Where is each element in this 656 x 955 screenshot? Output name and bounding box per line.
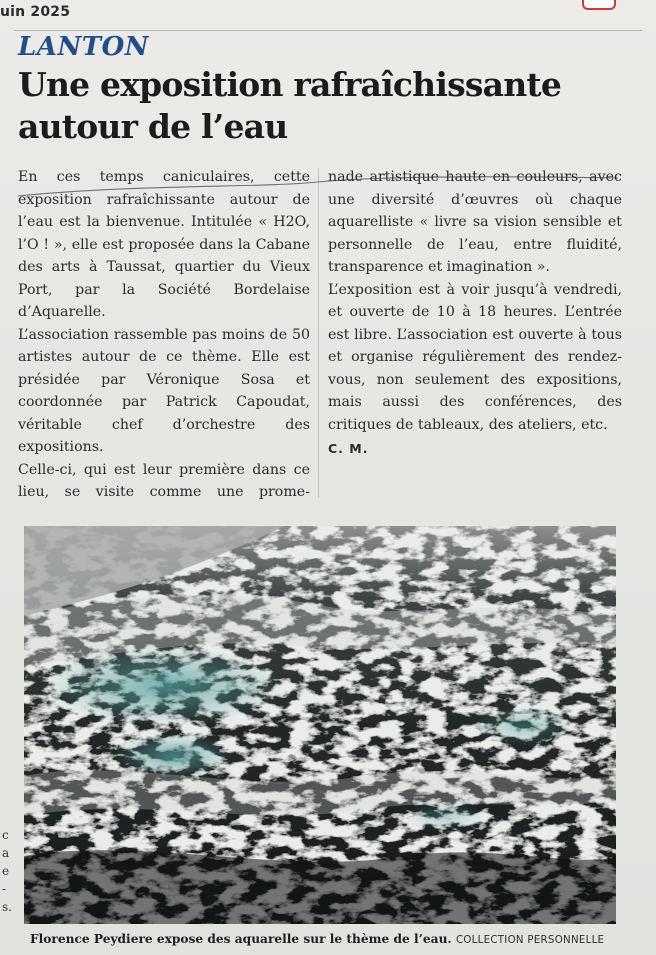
paragraph: En ces temps caniculaires, cette exposition rafraîchissante autour de l’eau est la bienvenue. Intitulée « H2O, l’O ! », elle est proposée dans la Cabane des arts à Taussat, quartier du Vieux Port, par la Société Bordelaise d’Aquarelle. xyxy=(18,169,310,320)
edge-letter: s. xyxy=(2,900,12,914)
edge-letter: c xyxy=(2,828,9,842)
adjacent-column-fragment xyxy=(2,826,12,916)
corner-tab-icon xyxy=(582,0,616,10)
watercolor-image-icon xyxy=(24,526,616,924)
article-headline: Une exposition rafraîchissante autour de l’eau xyxy=(18,65,562,146)
article-column-right xyxy=(328,166,622,461)
watercolor-photo xyxy=(24,526,616,924)
section-rubric: LANTON xyxy=(18,32,149,62)
paragraph: L’association rassemble pas moins de 50 artistes autour de ce thème. Elle est présidée par Véronique Sosa et coordonnée par Patrick Capoudat, véritable chef d’orchestre des expositions. xyxy=(18,326,310,455)
photo-caption xyxy=(30,932,640,946)
author-signature: C. M. xyxy=(328,441,369,456)
top-rule xyxy=(14,30,642,31)
column-divider xyxy=(318,168,319,498)
edge-letter: a xyxy=(2,846,10,860)
edge-letter: e xyxy=(2,864,10,878)
page-date: uin 2025 xyxy=(0,4,71,20)
paragraph: L’exposition est à voir jusqu’à vendredi, et ouverte de 10 à 18 heures. L’entrée est libre. L’association est ouverte à tous et organise régulièrement des rendez-vous, non seulement des expositions, mais aussi des conférences, des critiques de tableaux, des ateliers, etc. xyxy=(328,281,622,433)
article-column-left xyxy=(18,166,310,504)
caption-text: Florence Peydiere expose des aquarelle sur le thème de l’eau. xyxy=(30,932,452,946)
paragraph: nade artistique haute en couleurs, avec une diversité d’œuvres où chaque aquarelliste « livre sa vision sensible et personnelle de l’eau, entre fluidité, transparence et imagination ». xyxy=(328,169,622,275)
edge-letter: - xyxy=(2,882,7,896)
photo-credit: COLLECTION PERSONNELLE xyxy=(455,935,605,946)
paragraph: Celle-ci, qui est leur première dans ce lieu, se visite comme une prome- xyxy=(18,461,310,500)
